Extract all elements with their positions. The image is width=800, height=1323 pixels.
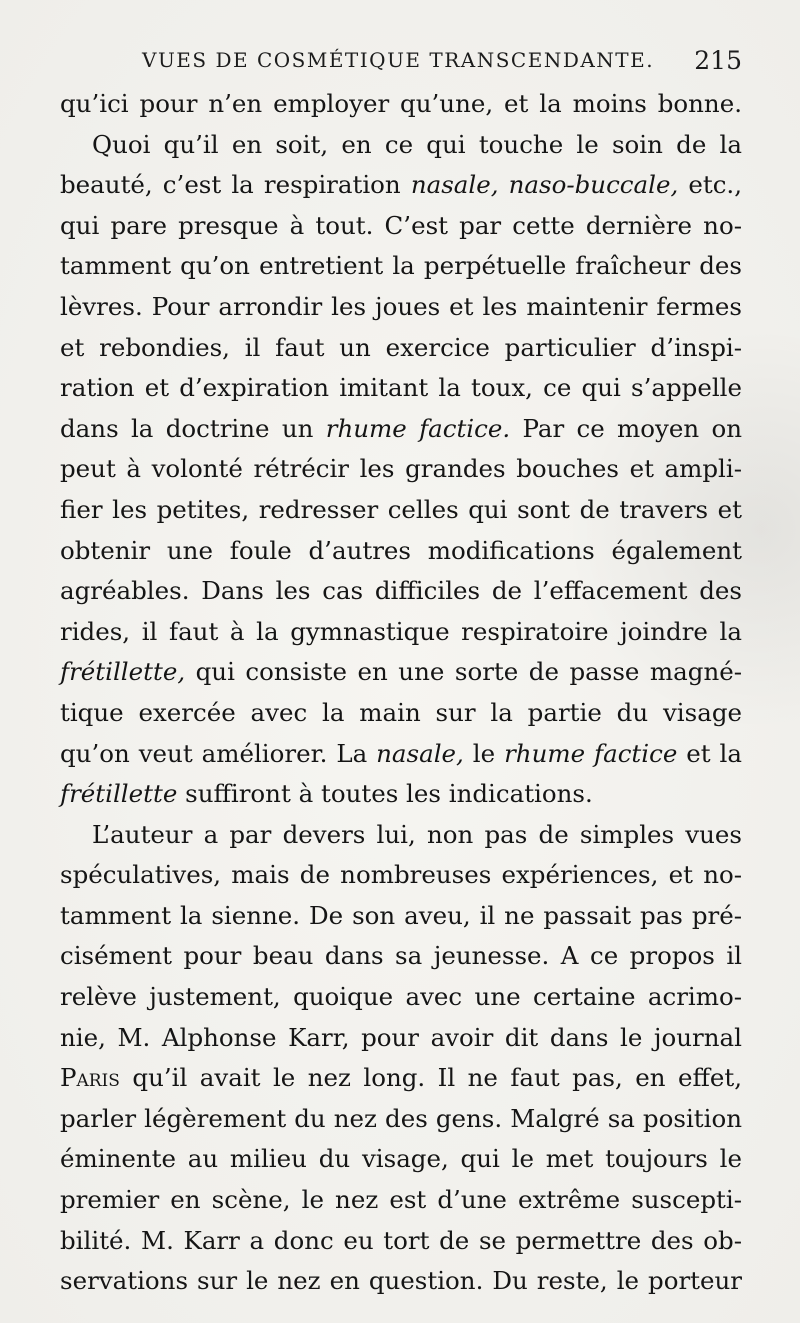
text-run: beauté, c’est la respiration: [60, 170, 411, 200]
text-line: tique exercée avec la main sur la partie du visage: [60, 697, 742, 727]
text-line: éminente au milieu du visage, qui le met toujours le: [60, 1144, 742, 1174]
text-run: Par ce moyen on: [510, 413, 742, 443]
italic-term: rhume factice: [504, 738, 678, 768]
text-line: Quoi qu’il en soit, en ce qui touche le soin de la: [92, 129, 742, 159]
text-run: suffiront à toutes les indications.: [177, 779, 593, 809]
text-line: tamment qu’on entretient la perpétuelle fraîcheur des: [60, 251, 742, 281]
text-run: qui consiste en une sorte de passe magné-: [185, 657, 742, 687]
text-run: qu’on veut améliorer. La: [60, 738, 377, 768]
text-line: bilité. M. Karr a donc eu tort de se permettre des ob-: [60, 1225, 742, 1255]
text-line: spéculatives, mais de nombreuses expériences, et no-: [60, 860, 742, 890]
small-caps-term: Paris: [60, 1063, 120, 1093]
text-line: qu’ici pour n’en employer qu’une, et la moins bonne.: [60, 89, 742, 118]
text-line: qui pare presque à tout. C’est par cette dernière no-: [60, 210, 742, 240]
text-line: lèvres. Pour arrondir les joues et les maintenir fermes: [60, 291, 742, 321]
page-number: 215: [694, 45, 742, 75]
text-line: [60, 1058, 742, 1099]
text-line: et rebondies, il faut un exercice particulier d’inspi-: [60, 332, 742, 362]
text-line: [60, 409, 742, 450]
italic-term: nasale,: [376, 738, 464, 768]
text-run: et la: [677, 738, 742, 768]
text-line: premier en scène, le nez est d’une extrême suscepti-: [60, 1185, 742, 1215]
text-run: le: [463, 738, 505, 768]
text-run: etc.,: [678, 170, 742, 200]
text-run: qu’il avait le nez long. Il ne faut pas, en effet,: [119, 1063, 742, 1093]
text-line: parler légèrement du nez des gens. Malgré sa position: [60, 1103, 742, 1133]
text-run: dans la doctrine un: [60, 413, 326, 443]
text-line: relève justement, quoique avec une certaine acrimo-: [60, 982, 742, 1012]
body-text: [60, 84, 742, 1302]
running-title: VUES DE COSMÉTIQUE TRANSCENDANTE.: [142, 48, 655, 72]
text-line: cisément pour beau dans sa jeunesse. A ce propos il: [60, 941, 742, 971]
text-line: [60, 774, 742, 815]
italic-term: nasale, naso-buccale,: [410, 170, 679, 200]
text-line: nie, M. Alphonse Karr, pour avoir dit dans le journal: [60, 1022, 742, 1052]
italic-term: frétillette: [60, 779, 178, 809]
text-line: servations sur le nez en question. Du reste, le porteur: [60, 1266, 742, 1296]
text-line: [60, 734, 742, 775]
text-line: ration et d’expiration imitant la toux, ce qui s’appelle: [60, 373, 742, 403]
text-line: agréables. Dans les cas difficiles de l’effacement des: [60, 576, 742, 606]
text-line: obtenir une foule d’autres modifications également: [60, 535, 742, 565]
text-line: tamment la sienne. De son aveu, il ne passait pas pré-: [60, 900, 742, 930]
text-line: [60, 652, 742, 693]
text-line: L’auteur a par devers lui, non pas de simples vues: [92, 819, 742, 849]
text-line: fier les petites, redresser celles qui sont de travers et: [60, 494, 742, 524]
text-line: [60, 165, 742, 206]
italic-term: rhume factice.: [325, 413, 511, 443]
running-head: [60, 40, 742, 80]
text-line: peut à volonté rétrécir les grandes bouches et ampli-: [60, 454, 742, 484]
text-line: rides, il faut à la gymnastique respiratoire joindre la: [60, 616, 742, 646]
italic-term: frétillette,: [60, 657, 186, 687]
